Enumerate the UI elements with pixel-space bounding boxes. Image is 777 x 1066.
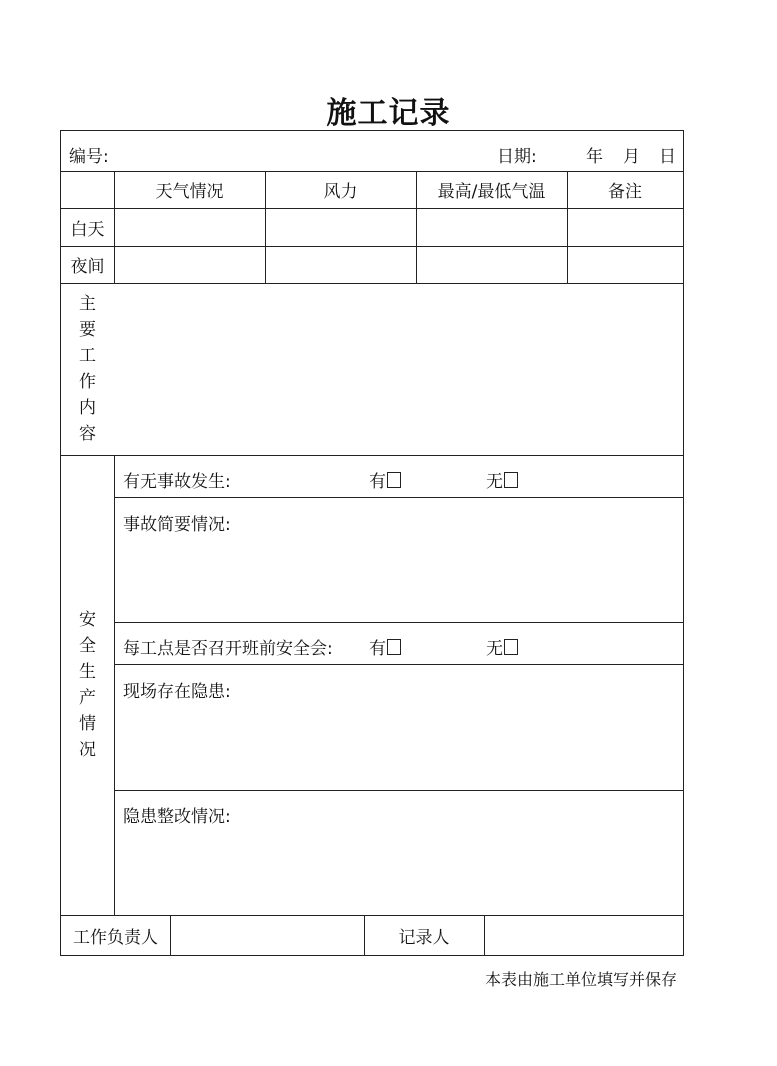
meeting-question: 每工点是否召开班前安全会:	[123, 639, 333, 659]
footer-note: 本表由施工单位填写并保存	[484, 970, 677, 989]
date-label: 日期:	[497, 147, 537, 167]
col-header-wind: 风力	[323, 182, 358, 202]
col-header-temperature: 最高/最低气温	[437, 182, 546, 202]
col-header-remarks: 备注	[608, 182, 642, 202]
accident-yes-checkbox[interactable]	[387, 472, 401, 488]
hazards-label: 现场存在隐患:	[123, 682, 231, 702]
recorder-label: 记录人	[398, 927, 450, 948]
accident-summary-label: 事故简要情况:	[123, 515, 231, 535]
main-work-label: 主 要 工 作 内 容	[79, 294, 96, 444]
col-header-weather: 天气情况	[155, 182, 224, 202]
responsible-label: 工作负责人	[73, 927, 158, 948]
accident-no-option[interactable]: 无	[486, 467, 518, 492]
month-label: 月	[623, 147, 640, 167]
meeting-yes-checkbox[interactable]	[387, 639, 401, 655]
accident-question: 有无事故发生:	[123, 472, 231, 492]
row-label-daytime: 白天	[70, 219, 105, 240]
day-label: 日	[659, 147, 676, 167]
meeting-yes-option[interactable]: 有	[369, 634, 401, 659]
meeting-no-option[interactable]: 无	[486, 634, 518, 659]
construction-record-form	[60, 130, 684, 956]
accident-yes-option[interactable]: 有	[369, 467, 401, 492]
row-label-night: 夜间	[70, 257, 105, 277]
page-title: 施工记录	[326, 96, 451, 131]
safety-label: 安 全 生 产 情 况	[79, 610, 96, 760]
accident-no-checkbox[interactable]	[504, 472, 518, 488]
number-label: 编号:	[69, 147, 109, 167]
rectification-label: 隐患整改情况:	[123, 807, 231, 827]
year-label: 年	[586, 147, 603, 167]
meeting-no-checkbox[interactable]	[504, 639, 518, 655]
